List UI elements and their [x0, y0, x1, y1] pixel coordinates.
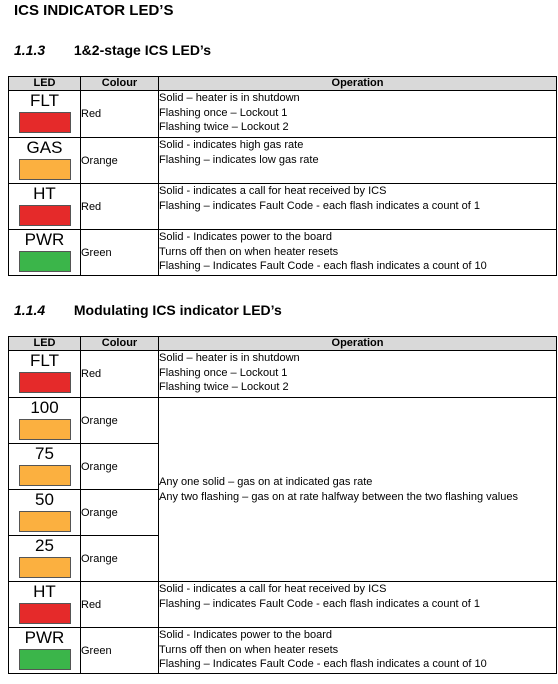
led-cell: [9, 490, 81, 536]
operation-line: Flashing – indicates low gas rate: [159, 153, 319, 166]
led-lamp-ht-icon: [19, 603, 71, 624]
operation-cell: [159, 351, 557, 398]
colour-cell: Green: [81, 628, 159, 674]
operation-cell: [159, 628, 557, 674]
led-cell: [9, 184, 81, 230]
modulating-led-table: [8, 336, 557, 674]
operation-line: Flashing – indicates Fault Code - each flash indicates a count of 1: [159, 199, 481, 212]
operation-line: Flashing – indicates Fault Code - each flash indicates a count of 1: [159, 597, 481, 610]
led-label: 25: [35, 536, 54, 555]
operation-line: Solid – heater is in shutdown: [159, 352, 300, 364]
colour-cell: Orange: [81, 398, 159, 444]
section-number: 1.1.4: [14, 302, 46, 318]
stage-led-table: [8, 76, 557, 276]
operation-line: Turns off then on when heater resets: [159, 643, 339, 656]
led-cell: [9, 582, 81, 628]
led-cell: [9, 230, 81, 276]
operation-line: Flashing – Indicates Fault Code - each flash indicates a count of 10: [159, 260, 487, 272]
led-lamp-25-icon: [19, 557, 71, 578]
led-label: 100: [30, 398, 59, 417]
table-row: [9, 351, 557, 398]
operation-line: Flashing once – Lockout 1: [159, 366, 288, 379]
operation-line: Flashing once – Lockout 1: [159, 106, 288, 119]
operation-line: Solid - Indicates power to the board: [159, 231, 333, 243]
operation-cell: [159, 138, 557, 184]
table-row: [9, 138, 557, 184]
led-lamp-pwr-icon: [19, 251, 71, 272]
led-label: HT: [33, 184, 56, 203]
led-lamp-100-icon: [19, 419, 71, 440]
colour-cell: Red: [81, 582, 159, 628]
colour-cell: Orange: [81, 536, 159, 582]
operation-line: Flashing twice – Lockout 2: [159, 121, 289, 133]
table-row: [9, 184, 557, 230]
led-cell: [9, 444, 81, 490]
colour-cell: Orange: [81, 138, 159, 184]
operation-line: Solid – heater is in shutdown: [159, 92, 300, 104]
led-label: FLT: [30, 91, 59, 110]
led-cell: [9, 398, 81, 444]
page-title: ICS INDICATOR LED’S: [14, 2, 174, 19]
table-row: [9, 91, 557, 138]
led-lamp-50-icon: [19, 511, 71, 532]
operation-line: Flashing twice – Lockout 2: [159, 381, 289, 393]
operation-line: Solid - indicates high gas rate: [159, 139, 304, 151]
operation-cell-merged: [159, 398, 557, 582]
colour-cell: Orange: [81, 490, 159, 536]
operation-cell: [159, 184, 557, 230]
led-cell: [9, 536, 81, 582]
led-label: FLT: [30, 351, 59, 370]
operation-line: Turns off then on when heater resets: [159, 245, 339, 258]
table-header-row: [9, 337, 557, 351]
led-lamp-pwr-icon: [19, 649, 71, 670]
led-label: PWR: [24, 230, 65, 249]
colour-cell: Red: [81, 91, 159, 138]
section-number: 1.1.3: [14, 42, 46, 58]
section-heading-1-1-4: [14, 302, 282, 318]
colour-cell: Red: [81, 184, 159, 230]
section-title: Modulating ICS indicator LED’s: [73, 302, 282, 318]
led-lamp-75-icon: [19, 465, 71, 486]
header-operation: Operation: [159, 337, 557, 351]
operation-line: Solid - indicates a call for heat received by ICS: [159, 583, 387, 595]
led-lamp-gas-icon: [19, 159, 71, 180]
header-led: LED: [9, 77, 81, 91]
operation-line: Any one solid – gas on at indicated gas rate: [159, 476, 373, 488]
header-operation: Operation: [159, 77, 557, 91]
operation-line: Any two flashing – gas on at rate halfway between the two flashing values: [159, 490, 518, 503]
table-row: [9, 398, 557, 444]
table-row: [9, 628, 557, 674]
led-cell: [9, 138, 81, 184]
table-row: [9, 230, 557, 276]
led-lamp-flt-icon: [19, 372, 71, 393]
operation-line: Solid - Indicates power to the board: [159, 629, 333, 641]
led-lamp-ht-icon: [19, 205, 71, 226]
header-colour: Colour: [81, 77, 159, 91]
operation-line: Flashing – Indicates Fault Code - each flash indicates a count of 10: [159, 658, 487, 670]
table-header-row: [9, 77, 557, 91]
operation-cell: [159, 582, 557, 628]
operation-cell: [159, 230, 557, 276]
operation-cell: [159, 91, 557, 138]
header-colour: Colour: [81, 337, 159, 351]
led-label: PWR: [24, 628, 65, 647]
colour-cell: Green: [81, 230, 159, 276]
led-label: HT: [33, 582, 56, 601]
section-heading-1-1-3: [14, 42, 211, 58]
led-label: 50: [35, 490, 54, 509]
led-cell: [9, 351, 81, 398]
led-lamp-flt-icon: [19, 112, 71, 133]
led-label: 75: [35, 444, 54, 463]
colour-cell: Red: [81, 351, 159, 398]
section-title: 1&2-stage ICS LED’s: [73, 42, 212, 58]
table-body: [9, 91, 557, 276]
led-label: GAS: [26, 138, 63, 157]
header-led: LED: [9, 337, 81, 351]
led-cell: [9, 91, 81, 138]
table-row: [9, 582, 557, 628]
colour-cell: Orange: [81, 444, 159, 490]
led-cell: [9, 628, 81, 674]
table-body: [9, 351, 557, 674]
operation-line: Solid - indicates a call for heat received by ICS: [159, 185, 387, 197]
